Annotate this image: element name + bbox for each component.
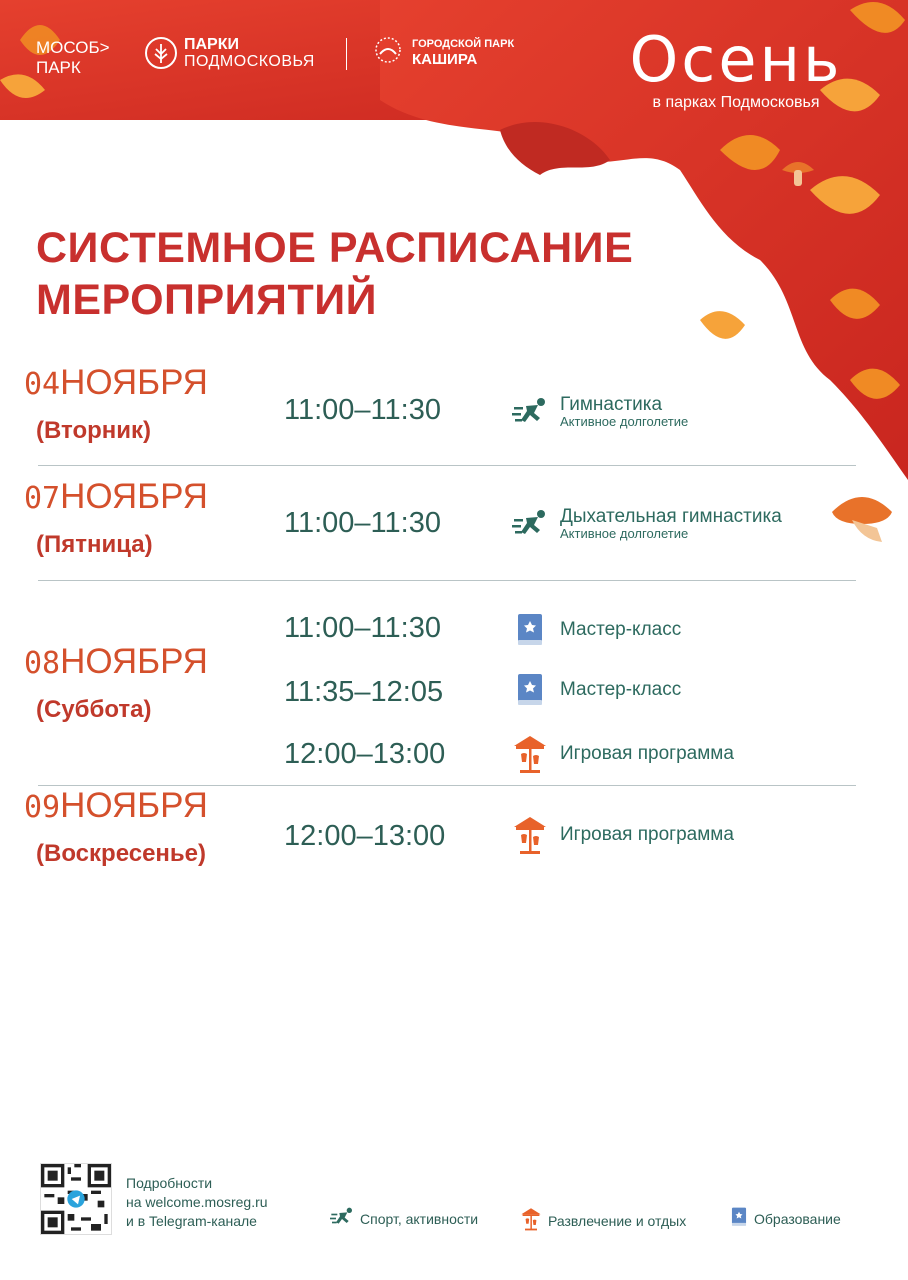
event-item bbox=[510, 504, 782, 544]
footer-info-line3: и в Telegram-канале bbox=[126, 1213, 257, 1229]
mushroom-decor bbox=[832, 497, 892, 542]
event-name: Игровая программа bbox=[560, 743, 734, 764]
mosobpark-logo bbox=[36, 38, 110, 78]
event-name: Дыхательная гимнастика bbox=[560, 506, 782, 527]
sport-icon bbox=[510, 504, 550, 544]
legend-label: Развлечение и отдых bbox=[548, 1212, 687, 1229]
date-month: НОЯБРЯ bbox=[60, 786, 208, 825]
carousel-icon bbox=[520, 1207, 542, 1234]
mosobpark-line1: МОСОБ> bbox=[36, 38, 110, 57]
parki-logo bbox=[144, 36, 315, 70]
date-block bbox=[24, 478, 264, 559]
weekday: (Пятница) bbox=[36, 531, 153, 558]
season-subtitle: в парках Подмосковья bbox=[652, 94, 820, 111]
event-item bbox=[510, 734, 734, 774]
date-month: НОЯБРЯ bbox=[60, 642, 208, 681]
footer-info bbox=[126, 1174, 268, 1231]
date-day: 07 bbox=[24, 481, 61, 516]
sport-icon bbox=[510, 392, 550, 432]
date-block bbox=[24, 364, 264, 445]
event-time: 12:00–13:00 bbox=[284, 738, 446, 770]
date-month: НОЯБРЯ bbox=[60, 363, 208, 402]
date-block bbox=[24, 643, 264, 724]
event-item bbox=[510, 815, 734, 855]
footer-info-line2: на welcome.mosreg.ru bbox=[126, 1194, 268, 1210]
tree-circle-icon bbox=[144, 36, 178, 70]
parki-line1: ПАРКИ bbox=[184, 36, 239, 53]
title-line1: СИСТЕМНОЕ РАСПИСАНИЕ bbox=[36, 224, 634, 272]
date-month: НОЯБРЯ bbox=[60, 477, 208, 516]
mosobpark-line2: ПАРК bbox=[36, 58, 81, 77]
weekday: (Суббота) bbox=[36, 696, 152, 723]
kashira-emblem-icon bbox=[370, 34, 406, 70]
event-name: Мастер-класс bbox=[560, 619, 682, 640]
legend-item-entertainment bbox=[520, 1207, 686, 1234]
page-title bbox=[36, 222, 633, 326]
sport-icon bbox=[330, 1207, 354, 1230]
event-name: Мастер-класс bbox=[560, 679, 682, 700]
weekday: (Воскресенье) bbox=[36, 840, 207, 867]
city-park-logo bbox=[370, 34, 514, 70]
event-subtitle: Активное долголетие bbox=[560, 414, 689, 429]
event-item bbox=[510, 670, 681, 710]
city-park-line1: ГОРОДСКОЙ ПАРК bbox=[412, 37, 515, 50]
event-name: Игровая программа bbox=[560, 824, 734, 845]
carousel-icon bbox=[510, 815, 550, 855]
title-line2: МЕРОПРИЯТИЙ bbox=[36, 276, 378, 324]
date-day: 08 bbox=[24, 646, 61, 681]
education-book-icon bbox=[510, 610, 550, 650]
header-divider bbox=[346, 38, 347, 70]
event-name: Гимнастика bbox=[560, 394, 663, 415]
legend-label: Спорт, активности bbox=[360, 1210, 479, 1227]
carousel-icon bbox=[510, 734, 550, 774]
event-item bbox=[510, 610, 681, 650]
date-block bbox=[24, 787, 264, 868]
event-time: 11:35–12:05 bbox=[284, 676, 444, 708]
row-divider bbox=[38, 465, 856, 466]
parki-line2: ПОДМОСКОВЬЯ bbox=[184, 53, 315, 70]
event-subtitle: Активное долголетие bbox=[560, 526, 689, 541]
qr-code[interactable] bbox=[40, 1163, 112, 1235]
season-logo bbox=[596, 23, 876, 112]
education-book-icon bbox=[730, 1207, 748, 1230]
row-divider bbox=[38, 580, 856, 581]
date-day: 04 bbox=[24, 367, 61, 402]
legend-item-sport bbox=[330, 1207, 478, 1230]
legend-label: Образование bbox=[754, 1210, 841, 1227]
event-time: 12:00–13:00 bbox=[284, 820, 446, 852]
weekday: (Вторник) bbox=[36, 417, 152, 444]
season-word: Осень bbox=[629, 23, 843, 96]
footer-info-line1: Подробности bbox=[126, 1175, 213, 1191]
city-park-line2: КАШИРА bbox=[412, 50, 478, 68]
event-time: 11:00–11:30 bbox=[284, 394, 441, 426]
event-item bbox=[510, 392, 688, 432]
event-time: 11:00–11:30 bbox=[284, 612, 441, 644]
date-day: 09 bbox=[24, 790, 61, 825]
education-book-icon bbox=[510, 670, 550, 710]
legend-item-education bbox=[730, 1207, 841, 1230]
event-time: 11:00–11:30 bbox=[284, 507, 441, 539]
